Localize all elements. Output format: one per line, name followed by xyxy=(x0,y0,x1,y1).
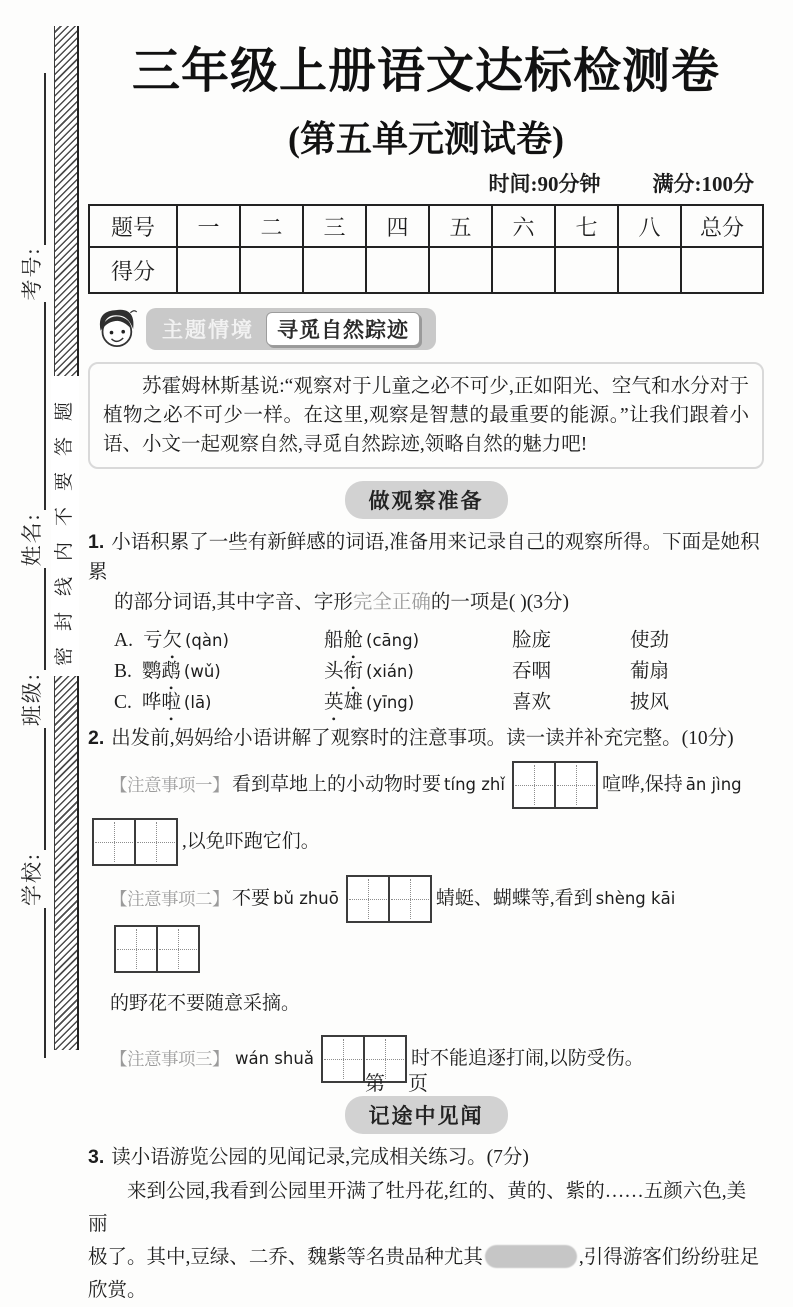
full-score-label: 满分:100分 xyxy=(652,172,754,196)
field-blank-line[interactable] xyxy=(18,73,46,245)
option-word xyxy=(630,630,669,651)
pinyin-hint: (lā) xyxy=(183,692,212,712)
passage-line-2 xyxy=(88,1241,764,1307)
writing-grid[interactable] xyxy=(114,925,200,973)
writing-grid-cell[interactable] xyxy=(134,820,176,864)
word-char: 使 xyxy=(630,629,650,651)
option-cell xyxy=(512,686,630,714)
word-char: 风 xyxy=(649,691,670,713)
word-char: 吞 xyxy=(512,660,532,682)
page-title: 三年级上册语文达标检测卷 xyxy=(131,45,720,98)
score-cell-empty[interactable] xyxy=(240,247,303,293)
pinyin-hint: (yīng) xyxy=(366,692,415,712)
question-3-number: 3. xyxy=(88,1146,105,1168)
option-cell xyxy=(114,655,324,683)
question-2 xyxy=(88,723,764,754)
field-blank-line[interactable] xyxy=(18,728,46,850)
writing-grid-cell[interactable] xyxy=(554,763,596,807)
score-table-header-cell: 题号 xyxy=(89,205,177,247)
option-row xyxy=(88,622,764,653)
pinyin-hint: (xián) xyxy=(366,661,414,681)
option-label: A. xyxy=(114,629,133,651)
field-label: 考号: xyxy=(20,246,44,301)
pinyin-hint: (wǔ) xyxy=(183,661,221,681)
option-cell xyxy=(630,686,764,714)
word-char: 舱 xyxy=(343,629,364,651)
field-blank-line[interactable] xyxy=(18,908,46,1058)
writing-grid-cell[interactable] xyxy=(116,927,156,971)
intro-quote-text: 苏霍姆林斯基说:“观察对于儿童之必不可少,正如阳光、空气和水分对于植物之必不可少一样。在这里,观察是智慧的最重要的能源。”让我们跟着小语、小文一起观察自然,寻觅自然踪迹,领略自然的魅力吧! xyxy=(103,376,749,455)
note-label: 【注意事项三】 xyxy=(110,1049,229,1069)
word-char: 头 xyxy=(324,660,344,682)
field-label: 姓名: xyxy=(20,512,44,567)
note-line xyxy=(110,760,764,810)
option-cell xyxy=(324,655,512,683)
section-badge-observe-prep: 做观察准备 xyxy=(345,481,508,519)
word-char: 扇 xyxy=(649,660,670,682)
option-word xyxy=(324,630,363,651)
option-word xyxy=(630,661,669,682)
pinyin-prompt: wán shuǎ xyxy=(235,1049,314,1068)
word-char: 雄 xyxy=(343,691,364,713)
word-char: 欠 xyxy=(162,629,182,651)
kid-avatar-icon xyxy=(88,302,144,356)
pinyin-hint: (qàn) xyxy=(185,630,229,650)
student-info-fields xyxy=(4,28,46,1058)
score-table-header-cell: 五 xyxy=(429,205,492,247)
score-table-header-cell: 一 xyxy=(177,205,240,247)
note-line xyxy=(110,981,764,1027)
pinyin-hint: (cāng) xyxy=(366,630,420,650)
note-line xyxy=(110,874,764,974)
score-cell-empty[interactable] xyxy=(555,247,618,293)
option-cell xyxy=(512,655,630,683)
writing-grid-cell[interactable] xyxy=(514,763,554,807)
word-char: 哗 xyxy=(141,691,162,713)
word-char: 啦 xyxy=(161,691,181,713)
option-row xyxy=(88,653,764,684)
theme-pill xyxy=(146,308,436,350)
option-label: C. xyxy=(114,691,132,713)
exam-page xyxy=(88,0,764,1307)
page-subtitle: (第五单元测试卷) xyxy=(288,119,564,159)
word-char: 衔 xyxy=(343,660,364,682)
pinyin-prompt: ān jìng xyxy=(685,775,742,794)
seal-line-text: 密封线内不要答题 xyxy=(51,376,79,676)
question-1-blank: 的一项是( )(3分) xyxy=(430,592,570,613)
writing-grid[interactable] xyxy=(346,875,432,923)
footer-page-prefix: 第 xyxy=(365,1073,385,1095)
option-word xyxy=(324,661,363,682)
writing-grid-cell[interactable] xyxy=(156,927,198,971)
passage-line-1: 来到公园,我看到公园里开满了牡丹花,红的、黄的、紫的……五颜六色,美丽 xyxy=(88,1181,747,1235)
option-cell xyxy=(630,624,764,652)
option-word xyxy=(512,630,551,651)
note-text: ,以免吓跑它们。 xyxy=(182,831,320,852)
note-text: 不要 xyxy=(232,888,271,909)
option-word xyxy=(324,692,363,713)
score-cell-empty[interactable] xyxy=(177,247,240,293)
writing-grid-cell[interactable] xyxy=(94,820,134,864)
field-label: 班级: xyxy=(20,672,44,727)
pinyin-prompt: bǔ zhuō xyxy=(273,889,339,908)
score-cell-empty[interactable] xyxy=(429,247,492,293)
note-text: 喧哗,保持 xyxy=(601,774,683,795)
field-blank-line[interactable] xyxy=(18,302,46,510)
option-cell xyxy=(630,655,764,683)
note-label: 【注意事项一】 xyxy=(110,775,229,795)
question-3-passage xyxy=(88,1175,764,1307)
theme-tag-badge: 主题情境 xyxy=(162,319,254,342)
passage-line-2-post: ,引得游客们纷纷驻足欣赏。 xyxy=(88,1247,760,1301)
theme-banner xyxy=(88,302,764,356)
score-table-header-cell: 六 xyxy=(492,205,555,247)
pinyin-prompt: shèng kāi xyxy=(595,889,676,908)
question-3 xyxy=(88,1142,764,1173)
score-row-label: 得分 xyxy=(89,247,177,293)
note-text: 蜻蜓、蝴蝶等,看到 xyxy=(435,888,593,909)
word-char: 船 xyxy=(324,629,344,651)
score-table-header-cell: 二 xyxy=(240,205,303,247)
question-1-text: 的部分词语,其中字音、字形 xyxy=(114,592,353,613)
word-char: 庞 xyxy=(531,629,552,651)
field-label: 学校: xyxy=(20,852,44,906)
writing-grid-cell[interactable] xyxy=(388,877,430,921)
option-word xyxy=(142,661,181,682)
word-char: 欢 xyxy=(531,691,552,713)
score-cell-empty[interactable] xyxy=(303,247,366,293)
score-table-header-cell: 七 xyxy=(555,205,618,247)
word-char: 鹦 xyxy=(141,660,162,682)
note-line xyxy=(88,817,764,867)
pinyin-prompt: tíng zhǐ xyxy=(444,775,505,794)
question-1-text-line1: 小语积累了一些有新鲜感的词语,准备用来记录自己的观察所得。下面是她积累 xyxy=(88,532,760,583)
option-word xyxy=(630,692,669,713)
word-char: 脸 xyxy=(512,629,532,651)
question-1-highlight: 完全正确 xyxy=(352,592,431,613)
time-label: 时间:90分钟 xyxy=(488,172,601,196)
question-3-text: 读小语游览公园的见闻记录,完成相关练习。(7分) xyxy=(111,1147,529,1168)
theme-title-badge: 寻觅自然踪迹 xyxy=(266,312,420,346)
intro-quote-box xyxy=(88,362,764,469)
exam-meta xyxy=(88,168,764,198)
word-char: 鹉 xyxy=(161,660,181,682)
question-1-options xyxy=(88,622,764,715)
option-word xyxy=(512,661,551,682)
word-char: 英 xyxy=(324,691,344,713)
option-row xyxy=(88,684,764,715)
question-1-text-line2 xyxy=(88,588,764,618)
footer-page-number xyxy=(0,1067,793,1096)
option-word xyxy=(143,630,182,651)
writing-grid[interactable] xyxy=(92,818,178,866)
score-table-header-cell: 八 xyxy=(618,205,681,247)
section-badge-trip-notes: 记途中见闻 xyxy=(345,1096,508,1134)
note-text: 的野花不要随意采摘。 xyxy=(110,993,301,1014)
word-char: 喜 xyxy=(512,691,532,713)
score-table-header-row xyxy=(89,205,763,247)
word-char: 披 xyxy=(630,691,650,713)
note-text: 时不能追逐打闹,以防受伤。 xyxy=(410,1048,644,1069)
note-label: 【注意事项二】 xyxy=(110,889,229,909)
option-cell xyxy=(512,624,630,652)
score-cell-empty[interactable] xyxy=(492,247,555,293)
score-table xyxy=(88,204,764,294)
option-word xyxy=(142,692,181,713)
word-char: 劲 xyxy=(649,629,670,651)
section-2 xyxy=(88,1096,764,1134)
footer-page-suffix: 页 xyxy=(408,1073,428,1095)
option-cell xyxy=(324,624,512,652)
question-2-notes xyxy=(88,760,764,1084)
word-char: 亏 xyxy=(142,629,163,651)
option-cell xyxy=(114,686,324,714)
score-table-header-cell: 总分 xyxy=(681,205,763,247)
score-table-header-cell: 三 xyxy=(303,205,366,247)
question-2-number: 2. xyxy=(88,727,105,749)
word-char: 咽 xyxy=(531,660,552,682)
question-1-number: 1. xyxy=(88,531,105,553)
score-table-header-cell: 四 xyxy=(366,205,429,247)
score-table-score-row xyxy=(89,247,763,293)
option-label: B. xyxy=(114,660,132,682)
word-char: 葡 xyxy=(630,660,650,682)
score-cell-empty[interactable] xyxy=(366,247,429,293)
answer-blank-blob[interactable] xyxy=(485,1245,577,1268)
field-blank-line[interactable] xyxy=(18,568,46,670)
writing-grid-cell[interactable] xyxy=(348,877,388,921)
score-cell-empty[interactable] xyxy=(681,247,763,293)
section-1 xyxy=(88,481,764,519)
option-word xyxy=(512,692,551,713)
writing-grid[interactable] xyxy=(512,761,598,809)
option-cell xyxy=(114,624,324,652)
question-1 xyxy=(88,527,764,588)
score-cell-empty[interactable] xyxy=(618,247,681,293)
question-2-text: 出发前,妈妈给小语讲解了观察时的注意事项。读一读并补充完整。(10分) xyxy=(111,728,734,749)
note-text: 看到草地上的小动物时要 xyxy=(232,774,442,795)
passage-line-2-pre: 极了。其中,豆绿、二乔、魏紫等名贵品种尤其 xyxy=(88,1247,483,1268)
